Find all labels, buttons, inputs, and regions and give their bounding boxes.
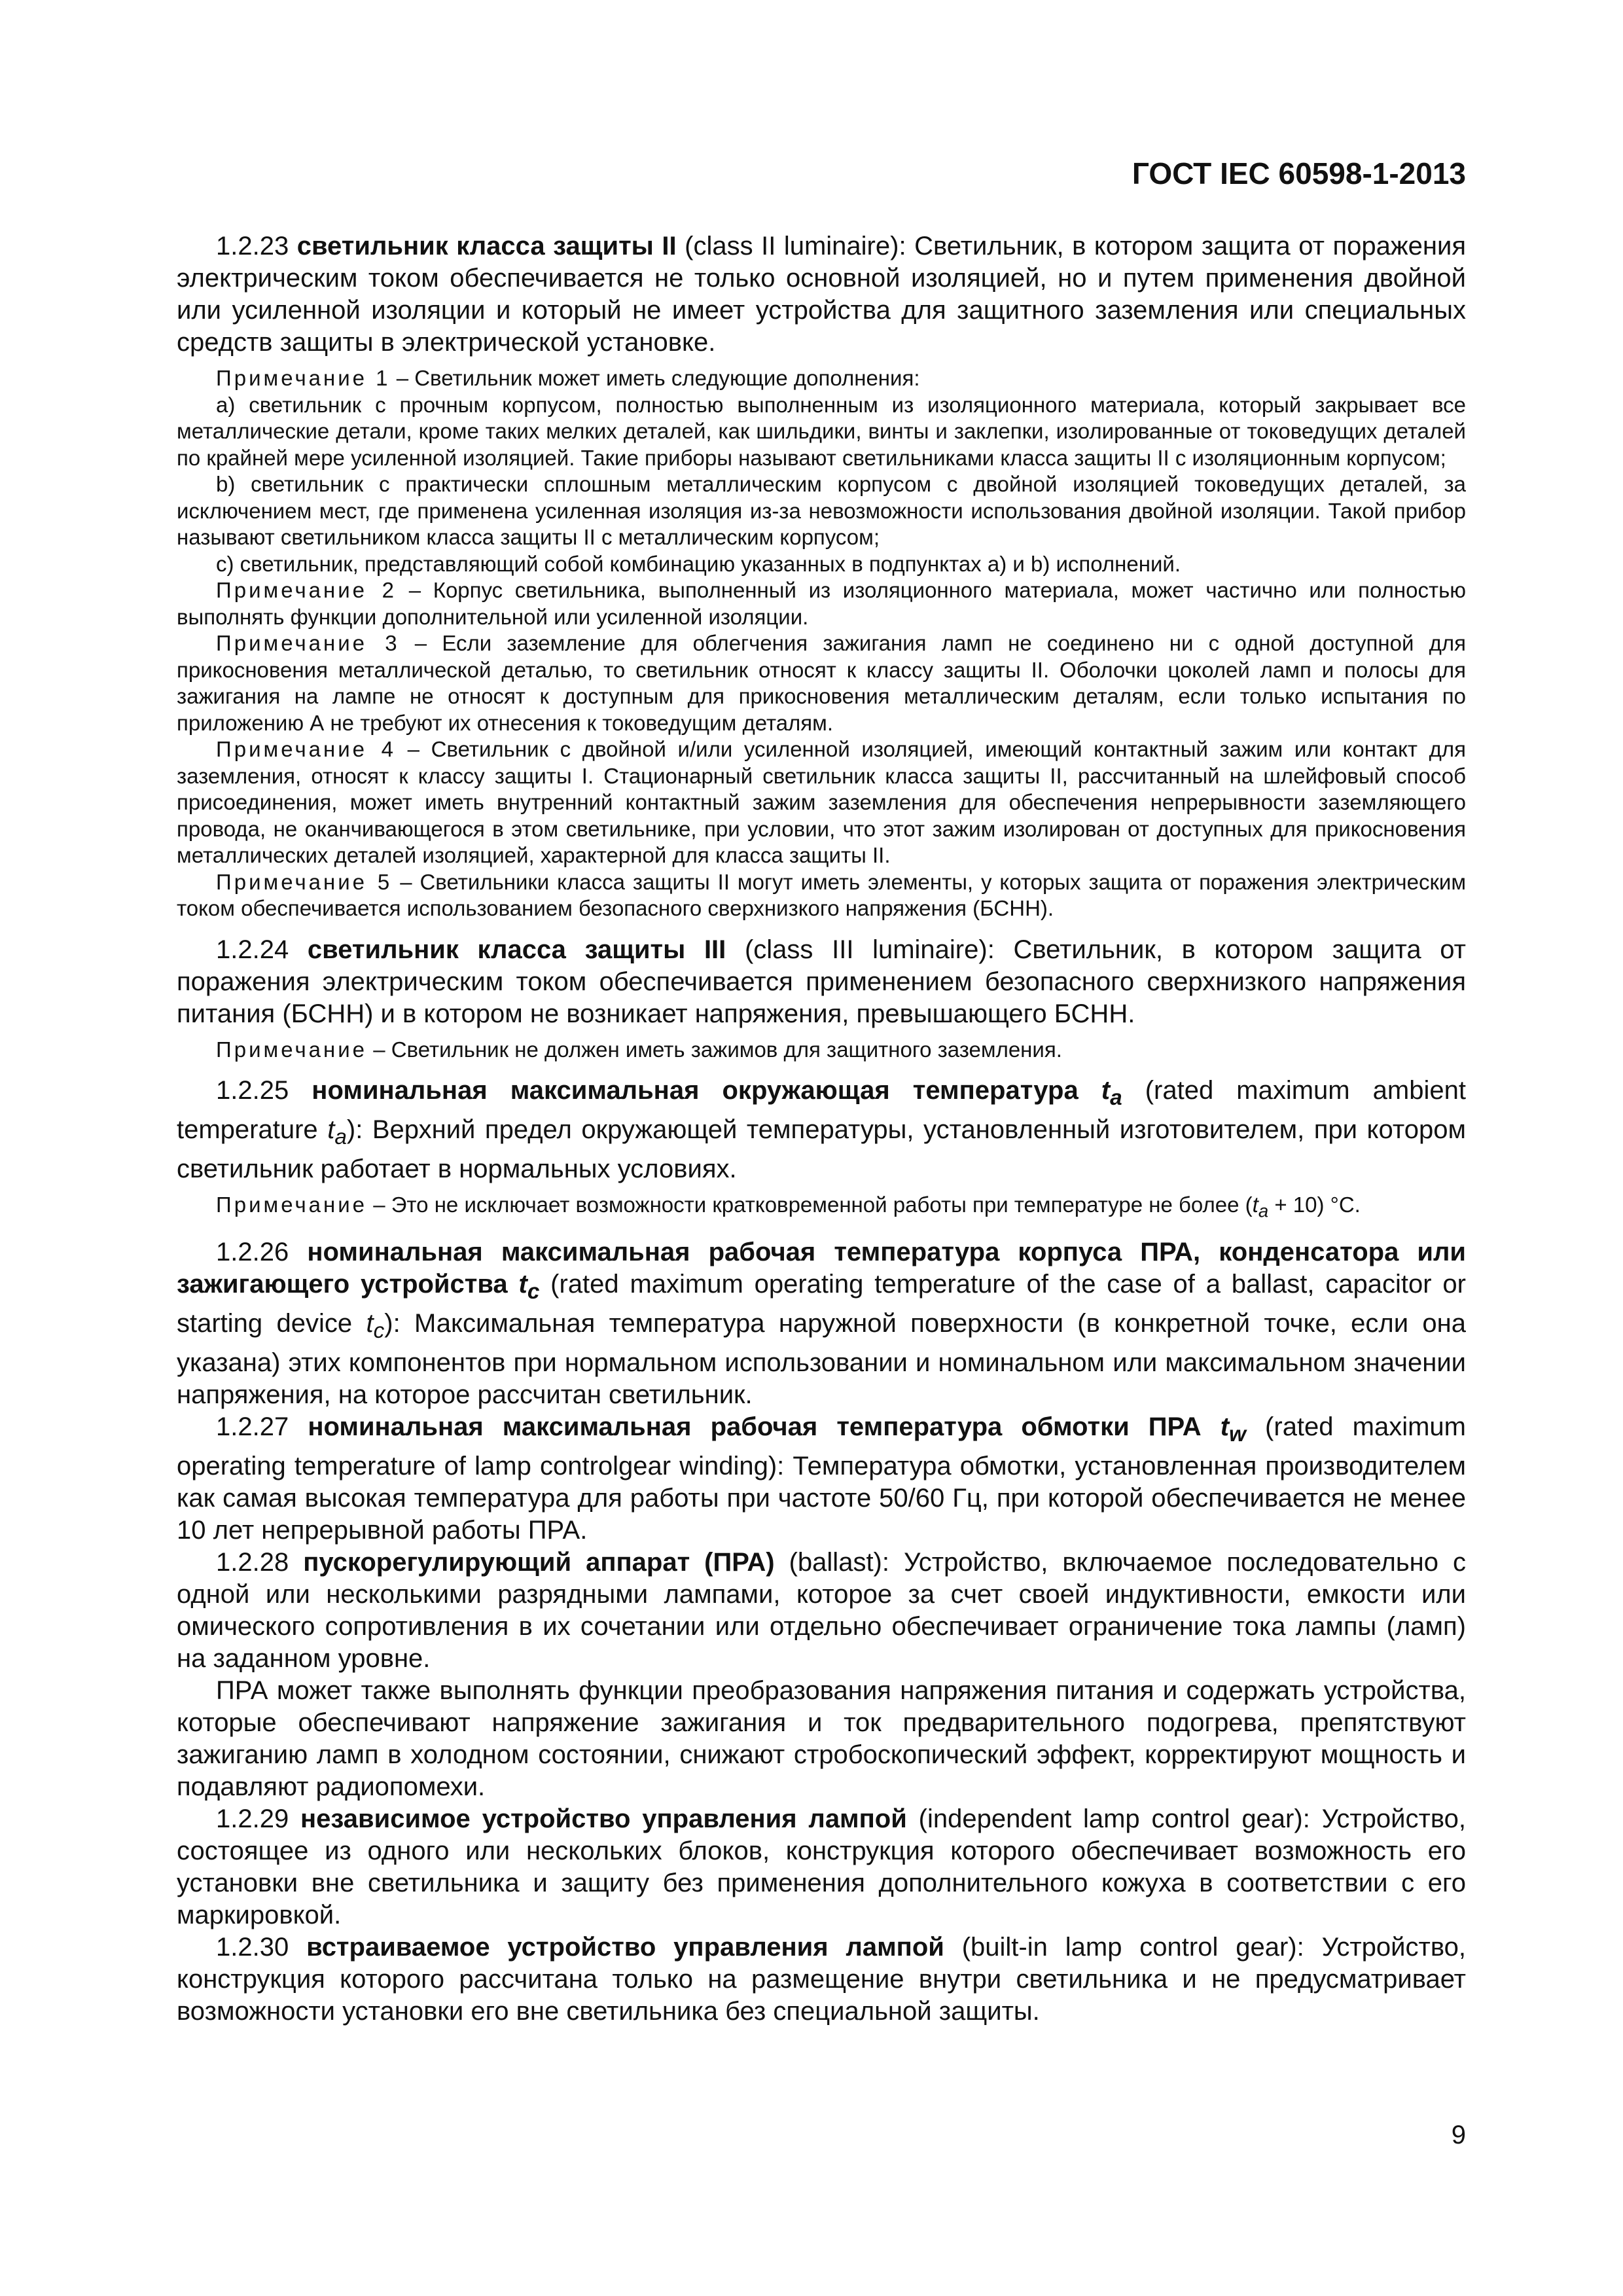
clause-1-2-27 bbox=[177, 1411, 1466, 1547]
symbol-subscript: a bbox=[334, 1125, 347, 1149]
note-5 bbox=[177, 869, 1466, 922]
note-text: – Светильники класса защиты II могут иметь элементы, у которых защита от поражения электрическим током обеспечивается использованием безопасного сверхнизкого напряжения (БСНН). bbox=[177, 869, 1467, 920]
symbol: t bbox=[327, 1115, 335, 1144]
page-number: 9 bbox=[1451, 2121, 1466, 2149]
document-body bbox=[177, 230, 1466, 2028]
clause-term: независимое устройство управления лампой bbox=[300, 1804, 907, 1834]
note-text: – Если заземление для облегчения зажигания ламп не соединено ни с одной доступной для прикосновения металлической деталью, то светильник относят к классу защиты II. Оболочки цоколей ламп и полосы для зажигания на лампе не относят к доступным для прикосновения металлическим деталям, если только испытания по приложению А не требуют их отнесения к токоведущим деталям. bbox=[177, 631, 1466, 735]
clause-term bbox=[312, 1076, 1122, 1110]
clause-definition: Светильник, в котором защита от поражения электрическим током обеспечивается не только основной изоляцией, но и путем применения двойной или усиленной изоляции и который не имеет устройства для защитного заземления или специальных средств защиты в электрической установке. bbox=[177, 232, 1466, 357]
note-label: Примечание bbox=[216, 1193, 368, 1217]
note-1-item-b: b) светильник с практически сплошным металлическим корпусом с двойной изоляцией токоведущих деталей, за исключением мест, где применена усиленная изоляция из-за невозможности использования двойной изоляции. Такой прибор называют светильником класса защиты II с металлическим корпусом; bbox=[177, 472, 1466, 549]
clause-1-2-28-continued: ПРА может также выполнять функции преобразования напряжения питания и содержать устройства, которые обеспечивают напряжение зажигания и ток предварительного подогрева, препятствуют зажиганию ламп в холодном состоянии, снижают стробоскопический эффект, корректируют мощность и подавляют радиопомехи. bbox=[177, 1676, 1466, 1802]
clause-term-en: (class III luminaire): bbox=[744, 935, 995, 964]
note-1-item-a: a) светильник с прочным корпусом, полностью выполненным из изоляционного материала, который закрывает все металлические детали, кроме таких мелких деталей, как шильдики, винты и заклепки, изолированные от токоведущих деталей по крайней мере усиленной изоляцией. Такие приборы называют светильниками класса защиты II с изоляционным корпусом; bbox=[177, 392, 1466, 470]
clause-1-2-23 bbox=[177, 230, 1466, 359]
clause-term-en: (rated maximum operating temperature of the case of a ballast, capacitor or starting device bbox=[177, 1270, 1466, 1338]
note-text-end: + 10) °C. bbox=[1274, 1193, 1361, 1217]
clause-term-en: (built-in lamp control gear): bbox=[961, 1933, 1304, 1962]
clause-definition: Максимальная температура наружной поверхности (в конкретной точке, если она указана) этих компонентов при нормальном использовании и номинальном или максимальном значении напряжения, на которое рассчитан светильник. bbox=[177, 1309, 1466, 1410]
clause-number: 1.2.25 bbox=[216, 1076, 289, 1105]
clause-1-2-26 bbox=[177, 1236, 1466, 1411]
clause-term-en: (independent lamp control gear): bbox=[918, 1804, 1310, 1834]
clause-term-text: номинальная максимальная рабочая температура корпуса ПРА, конденсатора или зажигающего устройства bbox=[177, 1238, 1466, 1299]
clause-number: 1.2.27 bbox=[216, 1412, 289, 1442]
clause-term-en: (rated maximum ambient temperature bbox=[177, 1076, 1466, 1144]
clause-term-text: номинальная максимальная рабочая температура обмотки ПРА bbox=[308, 1412, 1202, 1442]
note-label: Примечание 4 bbox=[216, 737, 396, 761]
clause-term-en: (ballast): bbox=[789, 1548, 889, 1577]
clause-term: светильник класса защиты II bbox=[296, 232, 677, 260]
clause-definition: Устройство, конструкция которого рассчитана только на размещение внутри светильника и не предусматривает возможности установки его вне светильника без специальной защиты. bbox=[177, 1933, 1466, 2026]
clause-definition: Светильник, в котором защита от поражения электрическим током обеспечивается применением безопасного сверхнизкого напряжения питания (БСНН) и в котором не возникает напряжения, превышающего БСНН. bbox=[177, 935, 1466, 1028]
note-label: Примечание bbox=[216, 1037, 368, 1062]
clause-term: встраиваемое устройство управления лампой bbox=[306, 1933, 944, 1962]
document-header: ГОСТ IEC 60598-1-2013 bbox=[1132, 156, 1466, 190]
note-3 bbox=[177, 630, 1466, 736]
symbol: t bbox=[518, 1270, 527, 1299]
note-label: Примечание 1 bbox=[216, 366, 391, 390]
note-text: – Светильник не должен иметь зажимов для защитного заземления. bbox=[373, 1037, 1062, 1062]
symbol: t bbox=[1252, 1193, 1258, 1217]
clause-definition: Устройство, включаемое последовательно с одной или несколькими разрядными лампами, которое за счет своей индуктивности, емкости или омического сопротивления в их сочетании или отдельно обеспечивает ограничение тока лампы (ламп) на заданном уровне. bbox=[177, 1548, 1466, 1674]
clause-term: пускорегулирующий аппарат (ПРА) bbox=[303, 1548, 775, 1577]
note-label: Примечание 2 bbox=[216, 578, 397, 602]
clause-1-2-28 bbox=[177, 1547, 1466, 1675]
note-1-item-c: c) светильник, представляющий собой комбинацию указанных в подпунктах a) и b) исполнений. bbox=[216, 551, 1181, 576]
symbol: t bbox=[366, 1309, 374, 1338]
symbol-subscript: a bbox=[1258, 1200, 1269, 1221]
note-text: – Это не исключает возможности кратковременной работы при температуре не более ( bbox=[373, 1193, 1253, 1217]
note-text: – Корпус светильника, выполненный из изоляционного материала, может частично или полностью выполнять функции дополнительной или усиленной изоляции. bbox=[177, 578, 1467, 629]
clause-term: светильник класса защиты III bbox=[307, 935, 726, 964]
note-1-2-24 bbox=[177, 1037, 1466, 1064]
note-4 bbox=[177, 736, 1466, 869]
clause-definition: Верхний предел окружающей температуры, установленный изготовителем, при котором светильник работает в нормальных условиях. bbox=[177, 1115, 1466, 1183]
clause-1-2-24 bbox=[177, 934, 1466, 1030]
note-text: – Светильник с двойной и/или усиленной изоляцией, имеющий контактный зажим или контакт для заземления, относят к классу защиты I. Стационарный светильник класса защиты II, рассчитанный на шлейфовый способ присоединения, может иметь внутренний контактный зажим заземления для обеспечения непрерывности заземляющего провода, не оканчивающегося в этом светильнике, при условии, что этот зажим изолирован от доступных для прикосновения металлических деталей изоляцией, характерной для класса защиты II. bbox=[177, 737, 1467, 867]
clause-number: 1.2.26 bbox=[216, 1238, 289, 1267]
symbol-subscript: a bbox=[1110, 1086, 1122, 1110]
symbol-subscript: c bbox=[373, 1319, 385, 1344]
clause-definition: Устройство, состоящее из одного или нескольких блоков, конструкция которого обеспечивает возможность его установки вне светильника и защиту без применения дополнительного кожуха в соответствии с его маркировкой. bbox=[177, 1804, 1466, 1930]
symbol: t bbox=[1101, 1076, 1111, 1105]
clause-term-en-end: ): bbox=[384, 1309, 401, 1338]
note-text: – Светильник может иметь следующие дополнения: bbox=[396, 366, 920, 390]
note-label: Примечание 5 bbox=[216, 869, 393, 894]
clause-definition: Температура обмотки, установленная производителем как самая высокая температура для работы при частоте 50/60 Гц, при которой обеспечивается не менее 10 лет непрерывной работы ПРА. bbox=[177, 1452, 1466, 1545]
clause-1-2-30 bbox=[177, 1931, 1466, 2028]
clause-term bbox=[308, 1412, 1246, 1447]
clause-number: 1.2.23 bbox=[216, 232, 289, 260]
clause-term-en: (rated maximum operating temperature of lamp controlgear winding): bbox=[177, 1412, 1466, 1481]
symbol-subscript: w bbox=[1229, 1422, 1246, 1447]
note-1-2-25 bbox=[177, 1192, 1466, 1225]
clause-number: 1.2.29 bbox=[216, 1804, 289, 1834]
clause-term-en: (class II luminaire): bbox=[685, 232, 906, 260]
clause-number: 1.2.24 bbox=[216, 935, 289, 964]
note-1 bbox=[177, 365, 1466, 392]
note-label: Примечание 3 bbox=[216, 631, 400, 655]
clause-term-text: номинальная максимальная окружающая температура bbox=[312, 1076, 1079, 1105]
clause-term-en-end: ): bbox=[346, 1115, 363, 1144]
symbol-subscript: c bbox=[527, 1280, 540, 1304]
note-2 bbox=[177, 577, 1466, 630]
symbol: t bbox=[1220, 1412, 1230, 1442]
clause-1-2-25 bbox=[177, 1075, 1466, 1185]
clause-1-2-29 bbox=[177, 1803, 1466, 1931]
clause-number: 1.2.28 bbox=[216, 1548, 289, 1577]
clause-number: 1.2.30 bbox=[216, 1933, 289, 1962]
